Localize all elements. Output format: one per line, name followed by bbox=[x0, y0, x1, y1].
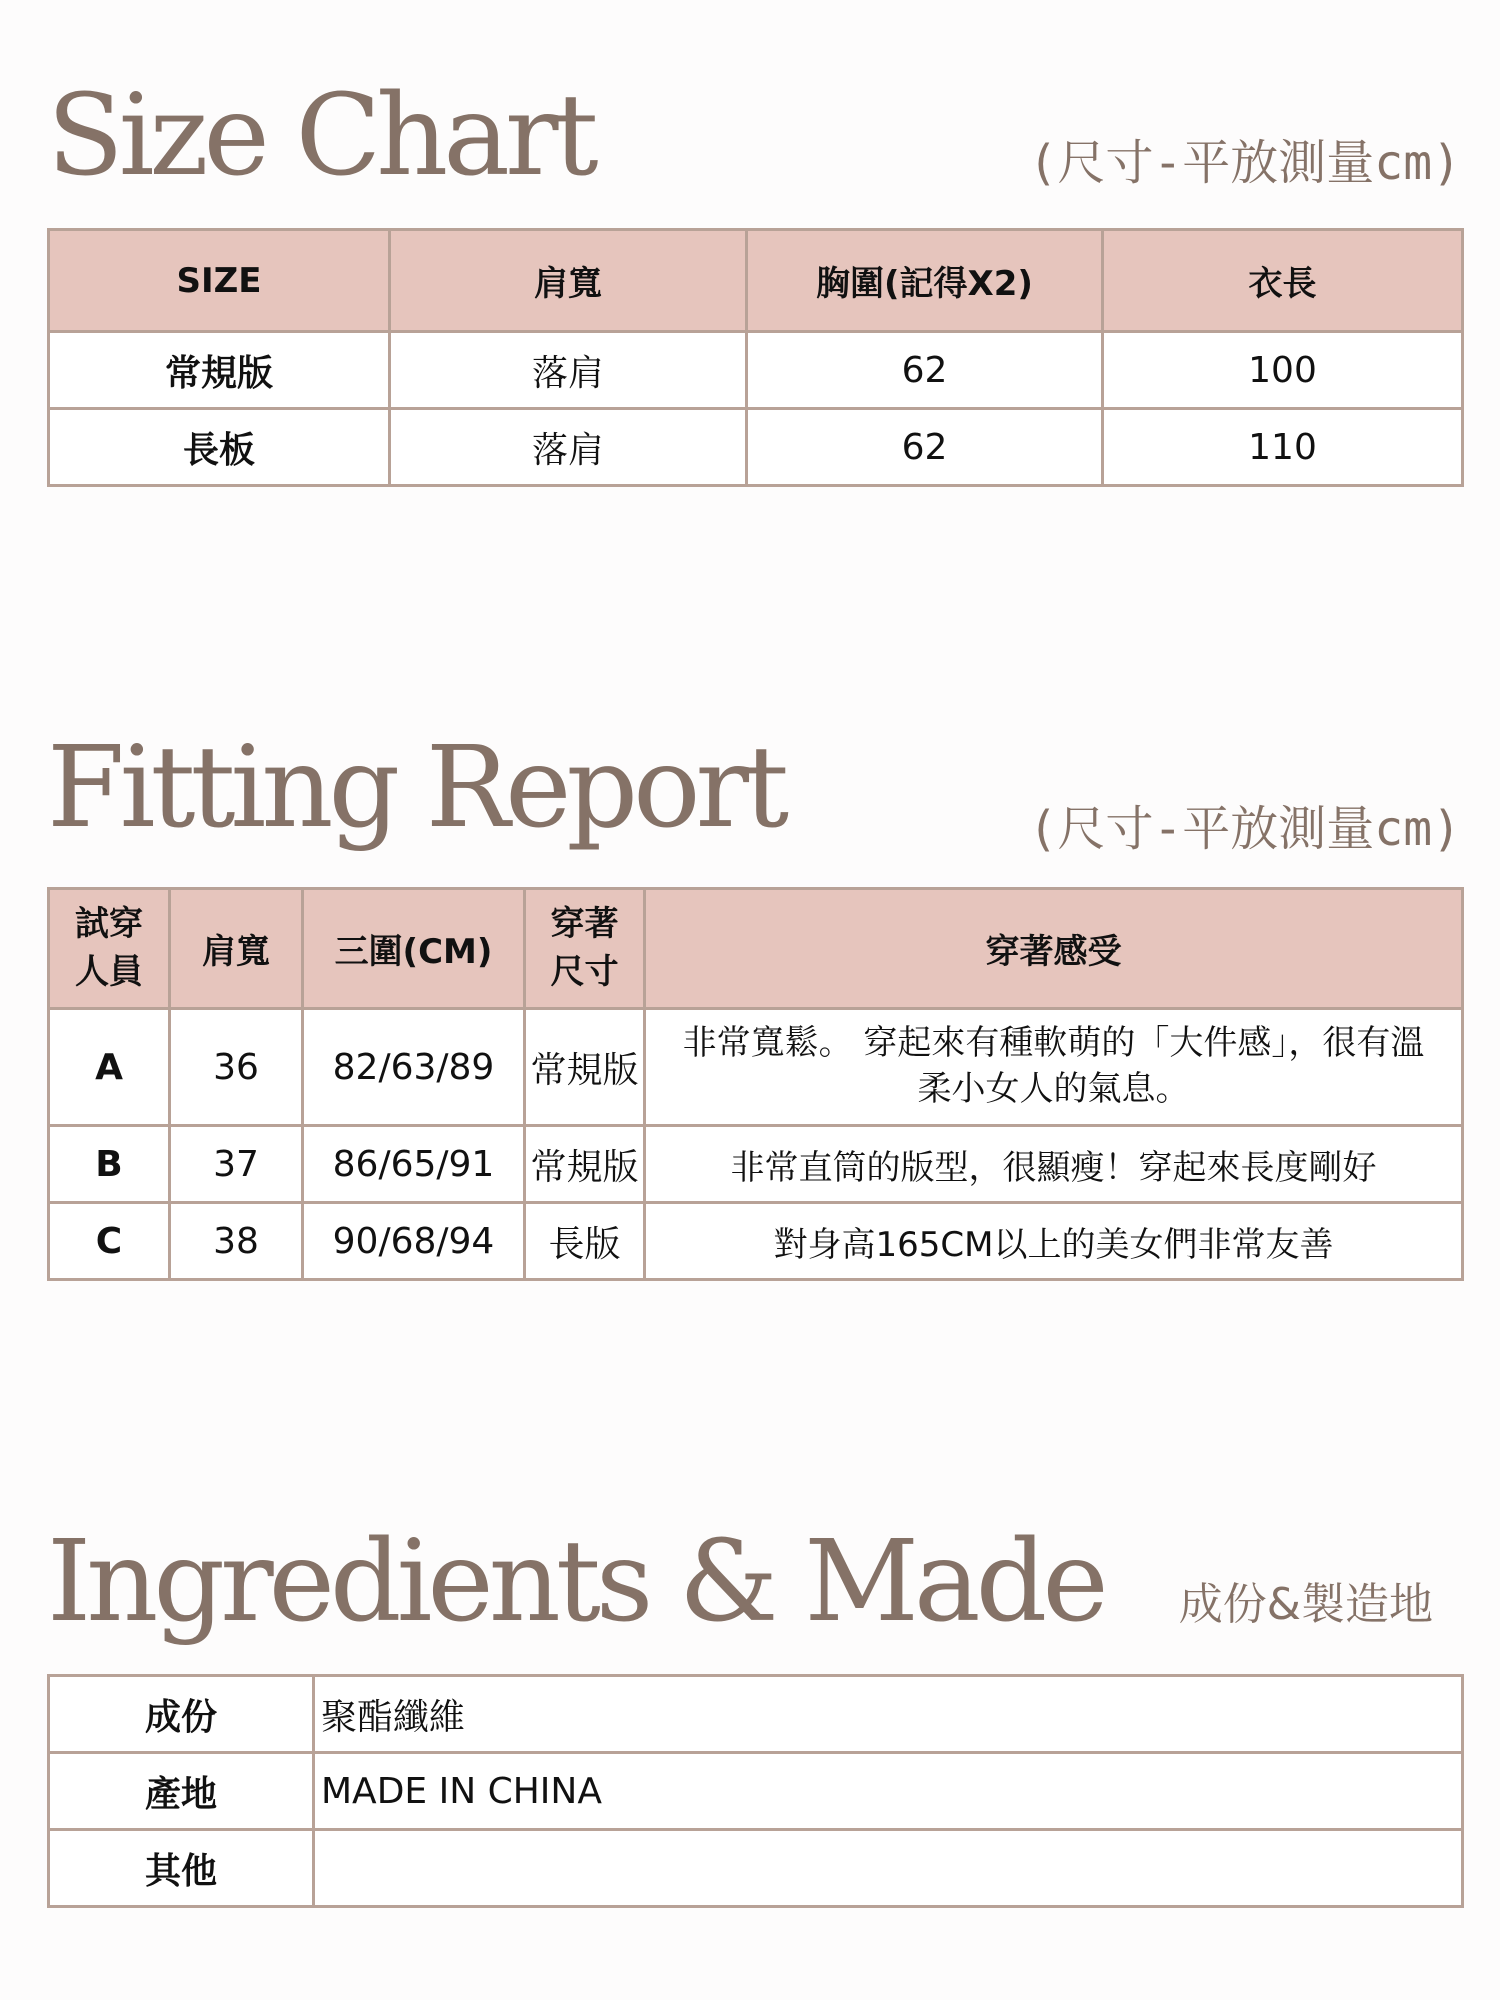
size-name-cell: 長板 bbox=[49, 409, 390, 486]
table-row bbox=[49, 1126, 1463, 1203]
table-header-row bbox=[49, 889, 1463, 1009]
fitting-report-section bbox=[47, 723, 1461, 1292]
table-cell: 38 bbox=[170, 1203, 303, 1280]
fitting-report-note: (尺寸-平放測量cm) bbox=[1028, 801, 1461, 857]
size-chart-table bbox=[47, 228, 1464, 487]
ingredients-title: Ingredients & Made bbox=[47, 1517, 1104, 1647]
header-line: 試穿 bbox=[75, 903, 143, 944]
feedback-cell: 非常直筒的版型，很顯瘦！穿起來長度剛好 bbox=[645, 1126, 1463, 1203]
value-cell: 聚酯纖維 bbox=[314, 1676, 1463, 1753]
table-cell: 36 bbox=[170, 1009, 303, 1126]
table-cell: 落肩 bbox=[390, 332, 747, 409]
ingredients-note: 成份&製造地 bbox=[1178, 1579, 1433, 1630]
size-chart-note: (尺寸-平放測量cm) bbox=[1028, 135, 1461, 191]
table-cell: 86/65/91 bbox=[303, 1126, 525, 1203]
header-cell: 衣長 bbox=[1103, 230, 1463, 332]
header-line: 尺寸 bbox=[550, 951, 619, 992]
tester-cell: C bbox=[49, 1203, 170, 1280]
table-cell: 常規版 bbox=[525, 1009, 645, 1126]
label-cell: 產地 bbox=[49, 1753, 314, 1830]
table-row bbox=[49, 409, 1463, 486]
value-cell: MADE IN CHINA bbox=[314, 1753, 1463, 1830]
table-row bbox=[49, 332, 1463, 409]
fitting-report-title: Fitting Report bbox=[47, 723, 785, 853]
size-chart-title: Size Chart bbox=[47, 71, 594, 201]
header-cell: 三圍(CM) bbox=[303, 889, 525, 1009]
header-cell: 肩寬 bbox=[170, 889, 303, 1009]
header-cell: 胸圍(記得X2) bbox=[747, 230, 1103, 332]
table-cell: 62 bbox=[747, 409, 1103, 486]
table-cell: 100 bbox=[1103, 332, 1463, 409]
table-cell: 62 bbox=[747, 332, 1103, 409]
value-cell bbox=[314, 1830, 1463, 1907]
feedback-cell: 非常寬鬆。 穿起來有種軟萌的「大件感」，很有溫柔小女人的氣息。 bbox=[645, 1009, 1463, 1126]
header-line: 人員 bbox=[75, 951, 143, 992]
table-cell: 落肩 bbox=[390, 409, 747, 486]
label-cell: 其他 bbox=[49, 1830, 314, 1907]
table-row bbox=[49, 1676, 1463, 1753]
size-name-cell: 常規版 bbox=[49, 332, 390, 409]
header-cell bbox=[525, 889, 645, 1009]
tester-cell: B bbox=[49, 1126, 170, 1203]
table-header-row bbox=[49, 230, 1463, 332]
table-cell: 常規版 bbox=[525, 1126, 645, 1203]
header-cell: 穿著感受 bbox=[645, 889, 1463, 1009]
table-cell: 82/63/89 bbox=[303, 1009, 525, 1126]
table-cell: 90/68/94 bbox=[303, 1203, 525, 1280]
header-cell bbox=[49, 889, 170, 1009]
table-row bbox=[49, 1830, 1463, 1907]
header-cell: 肩寬 bbox=[390, 230, 747, 332]
table-cell: 長版 bbox=[525, 1203, 645, 1280]
table-row bbox=[49, 1203, 1463, 1280]
table-cell: 110 bbox=[1103, 409, 1463, 486]
header-cell: SIZE bbox=[49, 230, 390, 332]
fitting-report-table bbox=[47, 887, 1464, 1281]
header-line: 穿著 bbox=[550, 903, 619, 944]
size-chart-section bbox=[47, 71, 1461, 500]
table-row bbox=[49, 1753, 1463, 1830]
tester-cell: A bbox=[49, 1009, 170, 1126]
feedback-cell: 對身高165CM以上的美女們非常友善 bbox=[645, 1203, 1463, 1280]
label-cell: 成份 bbox=[49, 1676, 314, 1753]
ingredients-section bbox=[47, 1517, 1461, 1926]
table-row bbox=[49, 1009, 1463, 1126]
table-cell: 37 bbox=[170, 1126, 303, 1203]
ingredients-table bbox=[47, 1674, 1464, 1908]
